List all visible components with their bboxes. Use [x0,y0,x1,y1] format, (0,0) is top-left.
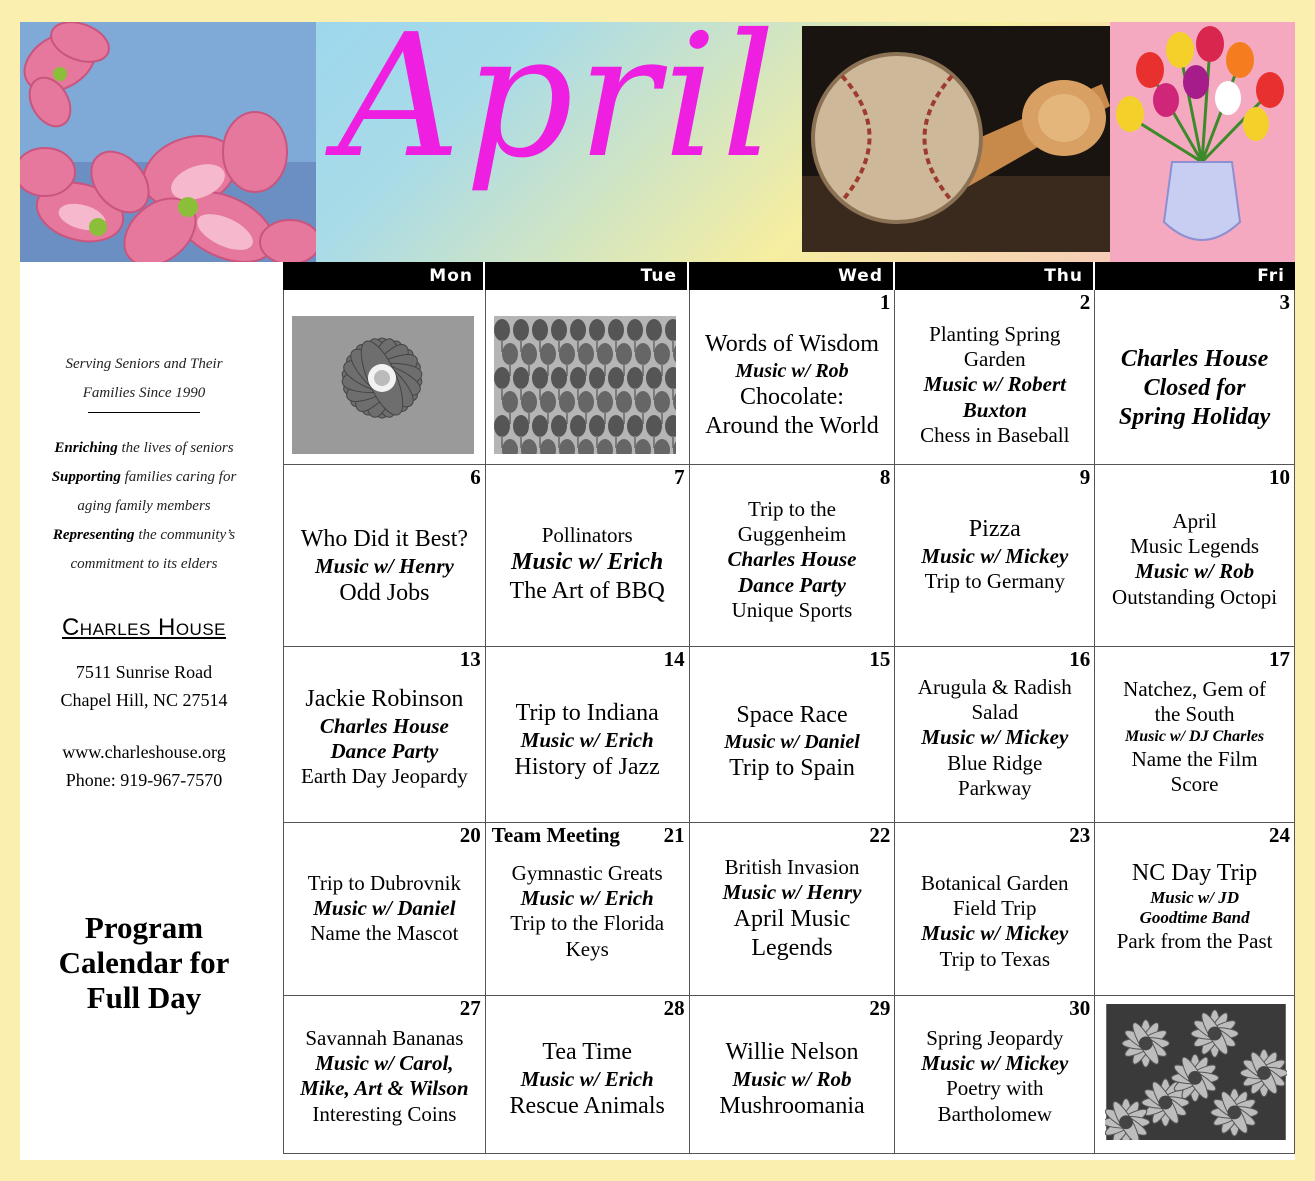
address-line: 7511 Sunrise Road [75,662,213,682]
calendar-day-cell[interactable] [895,823,1095,995]
event-music: Buxton [962,397,1027,422]
day-number: 10 [1268,465,1290,489]
calendar-day-cell[interactable] [284,465,486,646]
baseball-and-bat-image [802,26,1110,252]
event-item: Trip to Indiana [515,700,659,726]
day-events [690,701,895,783]
calendar-day-cell[interactable] [690,647,896,822]
day-events [1095,345,1294,431]
day-note: Team Meeting [491,823,620,847]
event-item: Guggenheim [737,522,847,547]
event-item: Legends [751,935,833,962]
mission-statement [28,434,260,579]
event-item: April [1172,509,1217,533]
tagline-line: Serving Seniors and Their [65,356,223,372]
day-number: 3 [1279,290,1290,314]
event-item: Trip to Germany [924,568,1065,593]
gray-tulip-field-photo [494,316,676,454]
event-item: Planting Spring [929,322,1061,346]
calendar-day-cell[interactable] [690,996,896,1153]
program-title-line: Program [84,910,204,945]
event-item: Pollinators [541,523,633,547]
event-item: Interesting Coins [312,1101,457,1126]
event-music: Music w/ Carol, [315,1051,454,1076]
event-item: Trip to the Florida [510,911,665,936]
tulips-vase-image [1110,22,1295,262]
event-item: Around the World [705,412,879,439]
day-events [284,685,485,789]
event-item: Space Race [736,702,848,728]
weekday-tue: Tue [485,262,689,290]
event-item: British Invasion [724,855,860,879]
website-link[interactable]: www.charleshouse.org [62,742,226,762]
event-item: Tea Time [542,1039,633,1065]
address-line: Chapel Hill, NC 27514 [60,690,228,710]
day-events [895,1026,1094,1127]
address [28,658,260,714]
day-events [1095,859,1294,954]
day-number: 22 [869,823,891,847]
day-events [284,525,485,608]
day-events [895,515,1094,594]
event-item: Salad [971,700,1019,725]
day-events [690,497,895,623]
calendar-day-cell[interactable] [486,647,690,822]
calendar-day-cell[interactable] [486,290,690,464]
calendar-week [284,290,1295,465]
event-music: Music w/ Henry [314,553,454,578]
weekday-fri: Fri [1257,266,1285,286]
tagline [28,350,260,408]
calendar-day-cell[interactable] [486,996,690,1153]
day-number: 21 [663,823,685,847]
event-music: Music w/ Mickey [921,543,1069,568]
program-title-line: Full Day [86,980,202,1015]
day-events [690,855,895,963]
tagline-line: Families Since 1990 [82,385,206,401]
month-title: April [338,22,780,196]
event-item: Trip to Spain [729,754,855,781]
day-number: 6 [470,465,481,489]
event-music: Music w/ Erich [520,727,654,752]
calendar-day-cell[interactable] [690,823,896,995]
calendar-day-cell[interactable] [284,823,486,995]
contact-info [28,738,260,794]
event-item: Botanical Garden [921,871,1069,895]
event-music: Music w/ Henry [722,880,862,905]
day-events [284,871,485,947]
banner [20,22,1295,262]
calendar-day-cell[interactable] [1095,465,1295,646]
event-item: Who Did it Best? [300,526,469,552]
event-item: Chocolate: [740,383,844,410]
event-item: Score [1170,771,1219,796]
sidebar [28,262,260,1155]
event-item: Mushroomania [719,1092,865,1119]
day-events [1095,509,1294,610]
day-number: 20 [459,823,481,847]
phone-number: Phone: 919-967-7570 [65,770,223,790]
day-number: 28 [663,996,685,1020]
gray-flowers-photo [1105,1004,1287,1140]
day-number: 23 [1069,823,1091,847]
event-music: Goodtime Band [1139,908,1250,928]
event-item: History of Jazz [514,753,660,780]
event-music: Music w/ Robert [923,372,1066,397]
program-title [28,910,260,1015]
event-music: Music w/ Rob [1135,559,1255,584]
event-item: NC Day Trip [1131,860,1258,886]
day-events [486,523,689,606]
calendar-grid [283,290,1295,1154]
event-item: Name the Film [1131,746,1258,771]
day-events [895,322,1094,448]
calendar-week [284,996,1295,1154]
event-item: Park from the Past [1116,928,1273,953]
event-item: Trip to Dubrovnik [307,871,462,895]
calendar-day-cell[interactable] [895,996,1095,1153]
organization-name: Charles House [61,614,227,641]
mission-line: Representing the community’s [52,527,236,543]
event-music: Charles House [319,713,449,738]
day-number: 29 [869,996,891,1020]
day-events [486,699,689,782]
calendar-day-cell[interactable] [284,996,486,1153]
program-title-line: Calendar for [58,945,230,980]
event-item: April Music [733,906,851,933]
event-music: Closed for [1143,374,1246,401]
event-item: Garden [963,347,1026,372]
event-item: Gymnastic Greats [511,861,663,885]
calendar-day-cell[interactable] [1095,647,1295,822]
day-number: 24 [1268,823,1290,847]
event-item: Chess in Baseball [920,422,1070,447]
day-events [284,1026,485,1127]
day-number: 9 [1079,465,1091,489]
gray-daisy-photo [292,316,474,454]
event-music: Music w/ Erich [511,549,664,576]
mission-line: aging family members [77,498,211,514]
event-item: Outstanding Octopi [1112,584,1278,609]
weekday-wed: Wed [689,262,895,290]
calendar-day-cell[interactable] [284,290,486,464]
event-music: Charles House [1120,346,1269,372]
weekday-thu: Thu [895,262,1095,290]
calendar-week [284,465,1295,647]
event-music: Music w/ Mickey [921,725,1069,750]
event-item: Odd Jobs [339,579,430,606]
calendar [283,262,1295,1154]
event-music: Music w/ Mickey [921,921,1069,946]
event-music: Dance Party [738,572,846,597]
event-item: Bartholomew [937,1101,1052,1126]
event-music: Music w/ Daniel [724,730,860,753]
day-number: 16 [1069,647,1091,671]
day-events [486,861,689,962]
event-item: Field Trip [953,896,1037,921]
event-item: Poetry with [946,1076,1044,1101]
event-item: Trip to Texas [939,946,1051,971]
day-events [690,330,895,440]
day-number: 15 [869,647,891,671]
calendar-week [284,647,1295,823]
event-item: Parkway [958,775,1032,800]
calendar-day-cell[interactable] [1095,290,1295,464]
event-music: Music w/ DJ Charles [1125,728,1265,746]
day-number: 30 [1069,996,1091,1020]
event-music: Music w/ Mickey [921,1051,1069,1076]
event-item: Blue Ridge [947,750,1043,775]
calendar-day-cell[interactable] [486,823,690,995]
weekday-mon: Mon [283,262,485,290]
day-number: 27 [459,996,481,1020]
event-music: Music w/ Rob [732,1066,852,1091]
day-number: 14 [663,647,685,671]
event-item: Keys [565,936,609,961]
weekday-header [283,262,1295,290]
event-music: Charles House [727,547,857,572]
day-events [895,675,1094,801]
calendar-day-cell[interactable] [1095,823,1295,995]
calendar-day-cell[interactable] [690,465,896,646]
day-number: 8 [879,465,891,489]
event-item: Name the Mascot [310,921,459,946]
event-item: Words of Wisdom [704,331,879,357]
event-item: Trip to the [748,497,836,521]
day-number: 2 [1079,290,1091,314]
dogwood-flowers-image [20,22,316,262]
event-item: Earth Day Jeopardy [301,764,468,789]
event-item: Arugula & Radish [917,675,1072,699]
calendar-day-cell[interactable] [895,465,1095,646]
event-item: Music Legends [1130,534,1260,559]
event-music: Music w/ JD [1150,887,1239,907]
day-events [690,1038,895,1121]
event-item: Spring Jeopardy [926,1026,1064,1050]
mission-line: Enriching the lives of seniors [54,440,234,456]
calendar-day-cell[interactable] [895,647,1095,822]
day-number: 7 [674,465,685,489]
event-item: The Art of BBQ [509,577,665,604]
event-item: Jackie Robinson [305,686,464,712]
calendar-day-cell[interactable] [1095,996,1295,1153]
calendar-week [284,823,1295,996]
event-music: Dance Party [330,738,439,763]
mission-line: commitment to its elders [70,556,218,572]
event-item: Willie Nelson [725,1039,859,1065]
divider [88,412,200,413]
day-number: 13 [459,647,481,671]
calendar-day-cell[interactable] [284,647,486,822]
day-events [486,1038,689,1121]
day-events [1095,677,1294,797]
day-number: 17 [1268,647,1290,671]
calendar-day-cell[interactable] [895,290,1095,464]
calendar-day-cell[interactable] [690,290,896,464]
event-music: Spring Holiday [1118,403,1271,430]
mission-line: Supporting families caring for [51,469,237,485]
event-music: Music w/ Erich [520,1066,654,1091]
event-item: Natchez, Gem of [1123,677,1267,701]
event-item: Rescue Animals [509,1092,665,1119]
event-item: Unique Sports [731,597,853,622]
day-number: 1 [879,290,891,314]
event-music: Mike, Art & Wilson [300,1076,469,1101]
event-item: the South [1154,702,1235,727]
day-events [895,871,1094,972]
event-music: Music w/ Rob [735,359,849,382]
event-item: Pizza [968,516,1021,542]
calendar-day-cell[interactable] [486,465,690,646]
event-music: Music w/ Erich [520,886,654,911]
event-music: Music w/ Daniel [313,896,456,921]
event-item: Savannah Bananas [305,1026,464,1050]
